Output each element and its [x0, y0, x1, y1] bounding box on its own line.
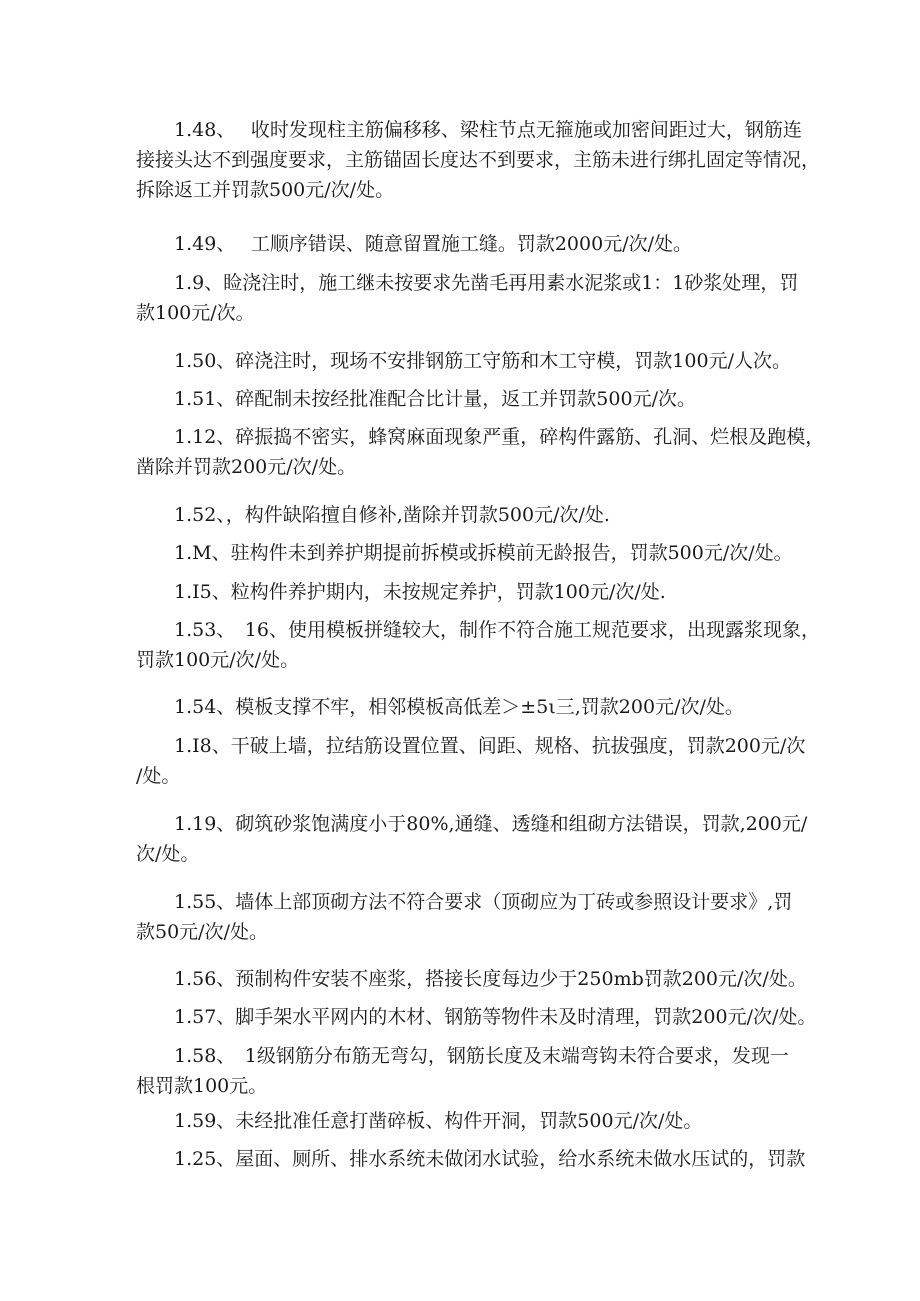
text-line: 罚款100元/次/处。	[136, 649, 300, 671]
text-line: 款100元/次。	[136, 302, 255, 324]
text-line: 1.I8、干破上墙，拉结筋设置位置、间距、规格、抗拔强度，罚款200元/次	[174, 735, 806, 757]
clause-1-55	[136, 887, 796, 947]
text-line: 1.59、未经批准任意打凿碎板、构件开洞，罚款500元/次/处。	[174, 1110, 703, 1132]
text-line: 1.I5、粒构件养护期内，未按规定养护，罚款100元/次/处.	[174, 581, 666, 603]
clause-1-m	[136, 538, 796, 568]
text-line: 1.51、碎配制未按经批准配合比计量，返工并罚款500元/次。	[174, 388, 696, 410]
text-line: 1.25、屋面、厕所、排水系统未做闭水试验，给水系统未做水压试的，罚款	[174, 1148, 806, 1170]
text-line: 1.52、，构件缺陷擅自修补,凿除并罚款500元/次/处.	[174, 504, 610, 526]
text-line: 接接头达不到强度要求，主筋锚固长度达不到要求，主筋未进行绑扎固定等情况，	[136, 149, 821, 171]
clause-1-48	[136, 115, 821, 205]
clause-1-12	[136, 422, 825, 482]
text-line: 1.54、模板支撑不牢，相邻模板高低差＞±5ι三,罚款200元/次/处。	[174, 696, 744, 718]
text-line: 1.56、预制构件安装不座浆，搭接长度每边少于250mb罚款200元/次/处。	[174, 968, 807, 990]
clause-1-58	[136, 1041, 796, 1101]
text-line: 1.9、睑浇注时，施工继未按要求先凿毛再用素水泥浆或1：1砂浆处理，罚	[174, 272, 799, 294]
text-line: 1.48、 收时发现柱主筋偏移移、梁柱节点无箍施或加密间距过大，钢筋连	[174, 119, 802, 141]
clause-1-49	[136, 229, 796, 259]
clause-1-50	[136, 346, 796, 376]
clause-1-i8	[136, 731, 806, 791]
text-line: 1.55、墙体上部顶砌方法不符合要求（顶砌应为丁砖或参照设计要求》,罚	[174, 891, 793, 913]
text-line: 1.M、驻构件未到养护期提前拆模或拆模前无龄报告，罚款500元/次/处。	[174, 542, 793, 564]
clause-1-54	[136, 692, 796, 722]
text-line: 1.12、碎振捣不密实，蜂窝麻面现象严重，碎构件露筋、孔洞、烂根及跑模，	[174, 426, 825, 448]
text-line: 1.50、碎浇注时，现场不安排钢筋工守筋和木工守模，罚款100元/人次。	[174, 350, 791, 372]
clause-1-19	[136, 809, 808, 869]
text-line: 款50元/次/处。	[136, 921, 268, 943]
text-line: /处。	[136, 765, 181, 787]
text-line: 1.19、砌筑砂浆饱满度小于80%,通缝、透缝和组砌方法错误，罚款,200元/	[174, 813, 808, 835]
text-line: 1.58、 1级钢筋分布筋无弯勾，钢筋长度及末端弯钩未符合要求，发现一	[174, 1045, 789, 1067]
clause-1-51	[136, 384, 796, 414]
clause-1-52	[136, 500, 796, 530]
clause-1-57	[136, 1002, 817, 1032]
clause-1-53	[136, 615, 820, 675]
text-line: 1.57、脚手架水平网内的木材、钢筋等物件未及时清理，罚款200元/次/处。	[174, 1006, 817, 1028]
text-line: 次/处。	[136, 843, 200, 865]
text-line: 1.49、 工顺序错误、随意留置施工缝。罚款2000元/次/处。	[174, 233, 693, 255]
clause-1-25	[136, 1144, 806, 1174]
text-line: 根罚款100元。	[136, 1075, 268, 1097]
clause-1-i5	[136, 577, 796, 607]
clause-1-9	[136, 268, 799, 328]
clause-1-56	[136, 964, 807, 994]
text-line: 1.53、 16、使用模板拼缝较大，制作不符合施工规范要求，出现露浆现象，	[174, 619, 820, 641]
clause-1-59	[136, 1106, 796, 1136]
text-line: 凿除并罚款200元/次/处。	[136, 456, 357, 478]
text-line: 拆除返工并罚款500元/次/处。	[136, 179, 395, 201]
